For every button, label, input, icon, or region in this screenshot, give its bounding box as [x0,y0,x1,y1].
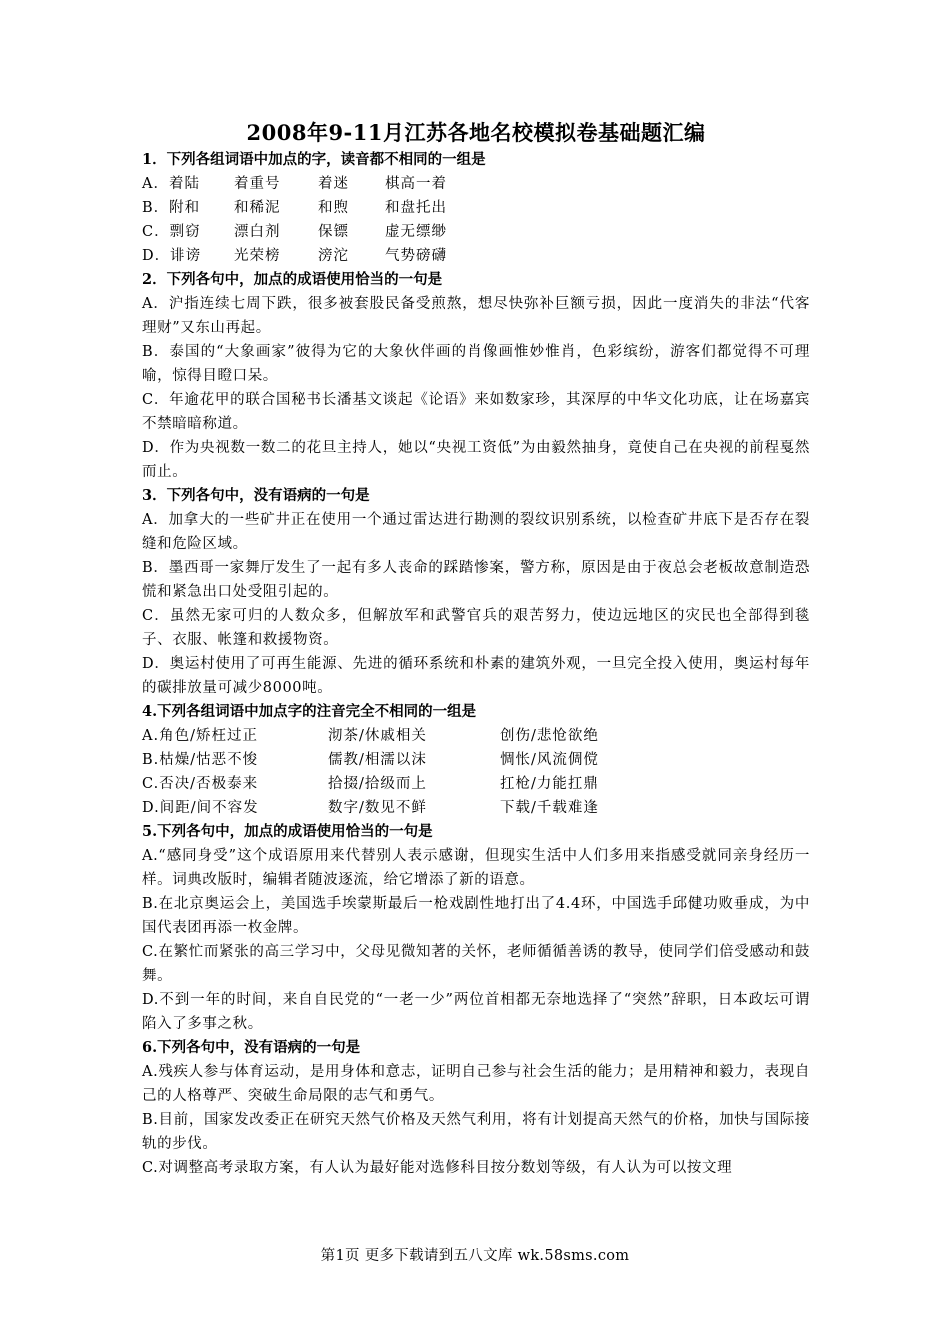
question-2-option-a: A．沪指连续七周下跌，很多被套股民备受煎熬，想尽快弥补巨额亏损，因此一度消失的非法“代客理财”又东山再起。 [142,296,810,336]
page-title: 2008年9-11月江苏各地名校模拟卷基础题汇编 [246,120,706,145]
question-2-stem: 2．下列各句中，加点的成语使用恰当的一句是 [142,271,443,288]
question-6-option-c: C.对调整高考录取方案，有人认为最好能对选修科目按分数划等级，有人认为可以按文理 [142,1160,733,1176]
question-5-option-b: B.在北京奥运会上，美国选手埃蒙斯最后一枪戏剧性地打出了4.4环，中国选手邱健功败垂成，为中国代表团再添一枚金牌。 [142,896,810,936]
question-5-option-d: D.不到一年的时间，来自自民党的“一老一少”两位首相都无奈地选择了“突然”辞职，日本政坛可谓陷入了多事之秋。 [142,992,810,1032]
question-6-option-a: A.残疾人参与体育运动，是用身体和意志，证明自己参与社会生活的能力；是用精神和毅力，表现自己的人格尊严、突破生命局限的志气和勇气。 [142,1064,810,1104]
question-4-stem: 4.下列各组词语中加点字的注音完全不相同的一组是 [142,703,477,720]
question-5-option-a: A.“感同身受”这个成语原用来代替别人表示感谢，但现实生活中人们多用来指感受就同亲身经历一样。词典改版时，编辑者随波逐流，给它增添了新的语意。 [142,848,810,888]
question-4-row: C.否决/否极泰来 拾掇/拾级而上 扛枪/力能扛鼎 [142,776,599,792]
question-3-option-c: C．虽然无家可归的人数众多，但解放军和武警官兵的艰苦努力，使边远地区的灾民也全部得到毯子、衣服、帐篷和救援物资。 [142,608,810,648]
question-2-option-d: D．作为央视数一数二的花旦主持人，她以“央视工资低”为由毅然抽身，竟使自己在央视的前程戛然而止。 [142,440,810,480]
question-2-option-b: B．泰国的“大象画家”彼得为它的大象伙伴画的肖像画惟妙惟肖，色彩缤纷，游客们都觉得不可理喻，惊得目瞪口呆。 [142,344,810,384]
question-1-row: A．着陆 着重号 着迷 棋高一着 [142,176,447,192]
question-2-option-c: C．年逾花甲的联合国秘书长潘基文谈起《论语》来如数家珍，其深厚的中华文化功底，让在场嘉宾不禁暗暗称道。 [142,392,810,432]
document-page [142,118,810,1180]
question-3-stem: 3．下列各句中，没有语病的一句是 [142,487,370,504]
question-1-row: D．诽谤 光荣榜 滂沱 气势磅礴 [142,248,447,264]
question-4-row: D.间距/间不容发 数字/数见不鲜 下载/千载难逢 [142,800,599,816]
question-5-stem: 5.下列各句中，加点的成语使用恰当的一句是 [142,823,433,840]
question-6-stem: 6.下列各句中，没有语病的一句是 [142,1039,361,1056]
question-1-stem: 1．下列各组词语中加点的字，读音都不相同的一组是 [142,151,486,168]
question-4-row: B.枯燥/怙恶不悛 儒教/相濡以沫 惆怅/风流倜傥 [142,752,599,768]
question-3-option-a: A．加拿大的一些矿井正在使用一个通过雷达进行勘测的裂纹识别系统，以检查矿井底下是否存在裂缝和危险区域。 [142,512,810,552]
page-footer[interactable]: 第1页 更多下载请到五八文库 wk.58sms.com [320,1248,630,1264]
question-1-row: B．附和 和稀泥 和煦 和盘托出 [142,200,447,216]
question-4-row: A.角色/矫枉过正 沏茶/休戚相关 创伤/悲怆欲绝 [142,728,599,744]
question-3-option-d: D．奥运村使用了可再生能源、先进的循环系统和朴素的建筑外观，一旦完全投入使用，奥运村每年的碳排放量可减少8000吨。 [142,656,810,696]
question-5-option-c: C.在繁忙而紧张的高三学习中，父母见微知著的关怀，老师循循善诱的教导，使同学们倍受感动和鼓舞。 [142,944,810,984]
question-6-option-b: B.目前，国家发改委正在研究天然气价格及天然气利用，将有计划提高天然气的价格，加快与国际接轨的步伐。 [142,1112,810,1152]
question-1-row: C．剽窃 漂白剂 保镖 虚无缥缈 [142,224,447,240]
question-3-option-b: B．墨西哥一家舞厅发生了一起有多人丧命的踩踏惨案，警方称，原因是由于夜总会老板故意制造恐慌和紧急出口处受阻引起的。 [142,560,810,600]
